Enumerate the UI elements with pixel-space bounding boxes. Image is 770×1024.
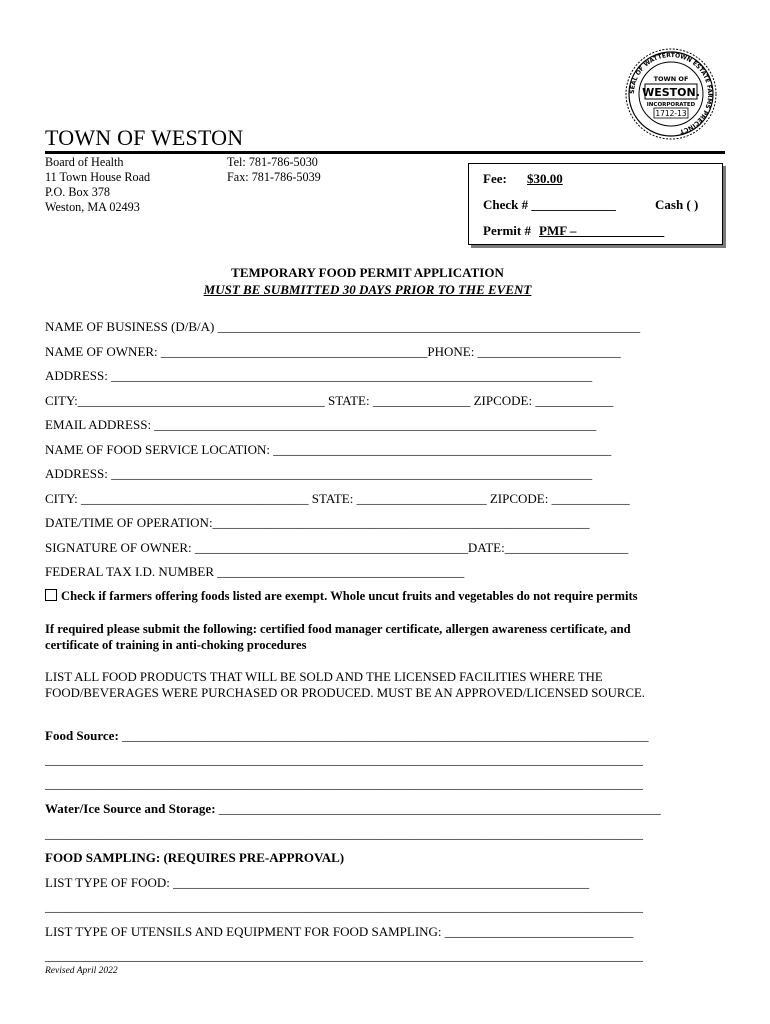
owner-phone-field[interactable]: NAME OF OWNER: _________________________________________PHONE: ______________________ — [45, 344, 621, 359]
address-line-1: Board of Health — [45, 155, 124, 169]
water-source-field[interactable]: ____________________________________________________________________ — [215, 801, 661, 816]
list-note-2: FOOD/BEVERAGES WERE PURCHASED OR PRODUCED. MUST BE AN APPROVED/LICENSED SOURCE. — [45, 686, 645, 700]
location-city-state-zip-field[interactable]: CITY: ___________________________________ STATE: ____________________ ZIPCODE: ____________ — [45, 491, 630, 506]
seal-ring-text: SEAL OF WATTERTOWN ESTATE FARMS PRECINCT — [628, 51, 714, 135]
water-source-row[interactable] — [45, 801, 661, 817]
permit-number-field[interactable]: PMF – _____________ — [539, 223, 665, 238]
fee-box — [468, 163, 723, 245]
seal-line-2: WESTON. — [642, 86, 700, 99]
title-divider — [45, 151, 725, 154]
business-name-field[interactable]: NAME OF BUSINESS (D/B/A) _________________________________________________________________ — [45, 319, 641, 334]
required-note-1: If required please submit the following: certified food manager certificate, allergen awareness certificate, and — [45, 622, 631, 636]
farmers-exempt-label: Check if farmers offering foods listed are exempt. Whole uncut fruits and vegetables do not require permits — [61, 589, 638, 603]
location-name-field[interactable]: NAME OF FOOD SERVICE LOCATION: ____________________________________________________ — [45, 442, 612, 457]
sampling-food-line-2[interactable]: ____________________________________________________________________________________________ — [45, 899, 643, 914]
food-source-line-2[interactable]: ____________________________________________________________________________________________ — [45, 752, 643, 767]
food-source-field[interactable]: _________________________________________________________________________________ — [118, 728, 649, 743]
farmers-exempt-row[interactable] — [45, 589, 638, 604]
fax: Fax: 781-786-5039 — [227, 170, 321, 184]
form-subtitle: MUST BE SUBMITTED 30 DAYS PRIOR TO THE EVENT — [203, 282, 532, 297]
food-source-label: Food Source: — [45, 728, 119, 743]
seal-line-4: 1712-13 — [655, 109, 687, 118]
food-source-line-3[interactable]: ____________________________________________________________________________________________ — [45, 776, 643, 791]
town-title: TOWN OF WESTON — [45, 125, 244, 150]
sampling-utensils-field[interactable]: LIST TYPE OF UTENSILS AND EQUIPMENT FOR FOOD SAMPLING: _____________________________ — [45, 924, 634, 939]
town-seal — [624, 47, 718, 141]
tel: Tel: 781-786-5030 — [227, 155, 318, 169]
required-note-2: certificate of training in anti-choking procedures — [45, 638, 307, 652]
address-line-3: P.O. Box 378 — [45, 185, 111, 199]
cash-checkbox[interactable]: Cash ( ) — [655, 197, 699, 212]
sampling-food-field[interactable]: LIST TYPE OF FOOD: ________________________________________________________________ — [45, 875, 590, 890]
check-number-field[interactable]: Check # _____________ — [483, 197, 616, 212]
food-source-row[interactable] — [45, 728, 649, 744]
address-line-2: 11 Town House Road — [45, 170, 151, 184]
form-title: TEMPORARY FOOD PERMIT APPLICATION — [231, 265, 504, 280]
list-note-1: LIST ALL FOOD PRODUCTS THAT WILL BE SOLD AND THE LICENSED FACILITIES WHERE THE — [45, 670, 603, 684]
water-source-line-2[interactable]: ____________________________________________________________________________________________ — [45, 826, 643, 841]
fee-value: $30.00 — [527, 171, 563, 186]
owner-city-state-zip-field[interactable]: CITY:______________________________________ STATE: _______________ ZIPCODE: ____________ — [45, 393, 614, 408]
contact-info — [227, 155, 321, 185]
board-address — [45, 155, 150, 215]
seal-line-3: INCORPORATED — [646, 102, 696, 108]
revision-footer: Revised April 2022 — [45, 966, 118, 976]
email-field[interactable]: EMAIL ADDRESS: ____________________________________________________________________ — [45, 417, 597, 432]
address-line-4: Weston, MA 02493 — [45, 200, 140, 214]
datetime-field[interactable]: DATE/TIME OF OPERATION:__________________________________________________________ — [45, 515, 590, 530]
signature-date-field[interactable]: SIGNATURE OF OWNER: __________________________________________DATE:___________________ — [45, 540, 629, 555]
owner-address-field[interactable]: ADDRESS: __________________________________________________________________________ — [45, 368, 593, 383]
seal-line-1: TOWN OF — [653, 75, 689, 83]
sampling-heading: FOOD SAMPLING: (REQUIRES PRE-APPROVAL) — [45, 850, 345, 865]
fee-label: Fee: — [483, 171, 507, 186]
water-source-label: Water/Ice Source and Storage: — [45, 801, 216, 816]
tax-id-field[interactable]: FEDERAL TAX I.D. NUMBER ______________________________________ — [45, 564, 465, 579]
sampling-utensils-line-2[interactable]: ____________________________________________________________________________________________ — [45, 948, 643, 963]
permit-label: Permit # — [483, 223, 532, 238]
location-address-field[interactable]: ADDRESS: __________________________________________________________________________ — [45, 466, 593, 481]
farmers-exempt-checkbox[interactable] — [45, 589, 57, 601]
